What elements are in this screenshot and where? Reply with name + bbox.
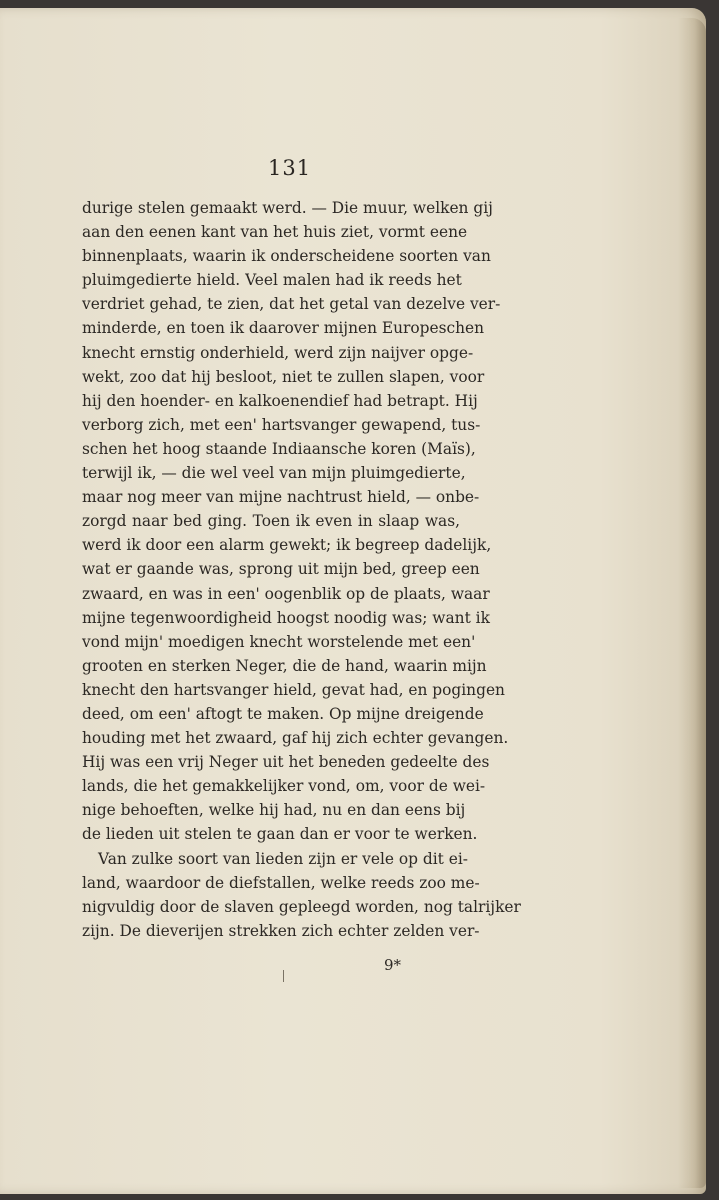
text-line: nige behoeften, welke hij had, nu en dan eens bij (82, 801, 466, 820)
text-line: mijne tegenwoordigheid hoogst noodig was; want ik (82, 608, 490, 627)
text-line: werd ik door een alarm gewekt; ik begreep dadelijk, (82, 536, 492, 555)
text-line: durige stelen gemaakt werd. — Die muur, welken gij (82, 199, 493, 217)
text-line: verdriet gehad, te zien, dat het getal van dezelve ver- (82, 295, 501, 314)
text-line: wekt, zoo dat hij besloot, niet te zullen slapen, voor (82, 367, 485, 386)
page-number: 131 (268, 156, 312, 180)
text-line: deed, om een' aftogt te maken. Op mijne dreigende (82, 704, 484, 723)
margin-mark (283, 970, 284, 982)
text-line: pluimgedierte hield. Veel malen had ik reeds het (82, 271, 462, 290)
text-line: lands, die het gemakkelijker vond, om, voor de wei- (82, 777, 486, 796)
signature-mark: 9* (384, 956, 402, 974)
text-line: Van zulke soort van lieden zijn er vele op dit ei- (98, 849, 468, 868)
text-line: Hij was een vrij Neger uit het beneden gedeelte des (82, 753, 490, 772)
text-line: de lieden uit stelen te gaan dan er voor te werken. (82, 825, 478, 844)
body-text (82, 196, 521, 943)
text-line: zorgd naar bed ging. Toen ik even in slaap was, (82, 512, 460, 531)
text-line: hij den hoender- en kalkoenendief had betrapt. Hij (82, 391, 478, 410)
book-page (0, 8, 706, 1194)
text-line: knecht den hartsvanger hield, gevat had, en pogingen (82, 680, 505, 699)
text-line: zijn. De dieverijen strekken zich echter zelden ver- (82, 921, 480, 940)
text-line: aan den eenen kant van het huis ziet, vormt eene (82, 223, 468, 242)
text-line: minderde, en toen ik daarover mijnen Europeschen (82, 319, 485, 338)
text-line: nigvuldig door de slaven gepleegd worden, nog talrijker (82, 897, 521, 916)
text-line: land, waardoor de diefstallen, welke reeds zoo me- (82, 873, 480, 892)
text-line: vond mijn' moedigen knecht worstelende met een' (82, 632, 476, 651)
text-line: schen het hoog staande Indiaansche koren (Maïs), (82, 439, 476, 458)
text-line: grooten en sterken Neger, die de hand, waarin mijn (82, 656, 487, 675)
text-line: wat er gaande was, sprong uit mijn bed, greep een (82, 560, 480, 579)
text-line: maar nog meer van mijne nachtrust hield, — onbe- (82, 488, 480, 507)
text-line: houding met het zwaard, gaf hij zich echter gevangen. (82, 729, 509, 748)
text-line: zwaard, en was in een' oogenblik op de plaats, waar (82, 584, 490, 603)
text-line: verborg zich, met een' hartsvanger gewapend, tus- (82, 415, 481, 434)
page-edge-shadow (678, 18, 706, 1188)
text-line: knecht ernstig onderhield, werd zijn naijver opge- (82, 343, 474, 362)
text-line: terwijl ik, — die wel veel van mijn pluimgedierte, (82, 464, 466, 483)
text-line: binnenplaats, waarin ik onderscheidene soorten van (82, 247, 491, 266)
